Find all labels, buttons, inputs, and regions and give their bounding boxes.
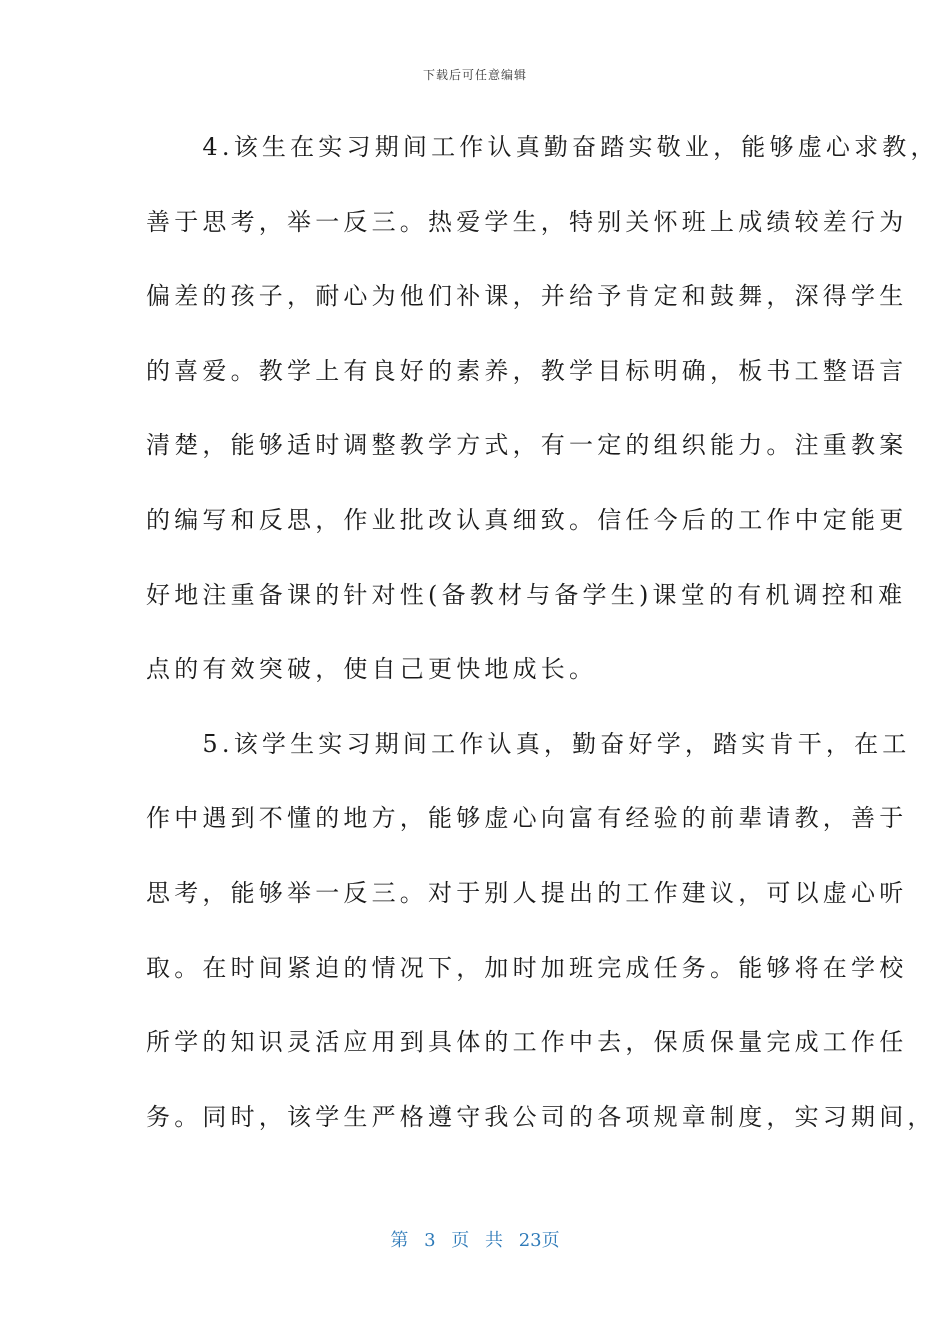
text-line: 清楚，能够适时调整教学方式，有一定的组织能力。注重教案 (146, 431, 908, 460)
text-line: 善于思考，举一反三。热爱学生，特别关怀班上成绩较差行为 (146, 207, 908, 236)
text-line: 所学的知识灵活应用到具体的工作中去，保质保量完成工作任 (146, 1028, 908, 1057)
text-line: 的编写和反思，作业批改认真细致。信任今后的工作中定能更 (146, 505, 908, 534)
text-line: 好地注重备课的针对性(备教材与备学生)课堂的有机调控和难 (146, 580, 907, 609)
text-line: 点的有效突破，使自己更快地成长。 (146, 655, 598, 684)
text-line: 取。在时间紧迫的情况下，加时加班完成任务。能够将在学校 (146, 953, 908, 982)
text-line: 务。同时，该学生严格遵守我公司的各项规章制度，实习期间， (146, 1102, 936, 1131)
text-line: 5.该学生实习期间工作认真，勤奋好学，踏实肯干，在工 (146, 729, 911, 758)
text-line: 4.该生在实习期间工作认真勤奋踏实敬业，能够虚心求教， (146, 133, 939, 161)
text-line: 的喜爱。教学上有良好的素养，教学目标明确，板书工整语言 (146, 356, 908, 385)
page-header: 下载后可任意编辑 (422, 68, 527, 82)
page-number-footer: 第 3 页 共 23页 (390, 1230, 560, 1251)
text-line: 偏差的孩子，耐心为他们补课，并给予肯定和鼓舞，深得学生 (146, 282, 908, 311)
text-line: 作中遇到不懂的地方，能够虚心向富有经验的前辈请教，善于 (146, 804, 908, 833)
text-line: 思考，能够举一反三。对于别人提出的工作建议，可以虚心听 (146, 878, 908, 907)
document-body (146, 126, 939, 1170)
